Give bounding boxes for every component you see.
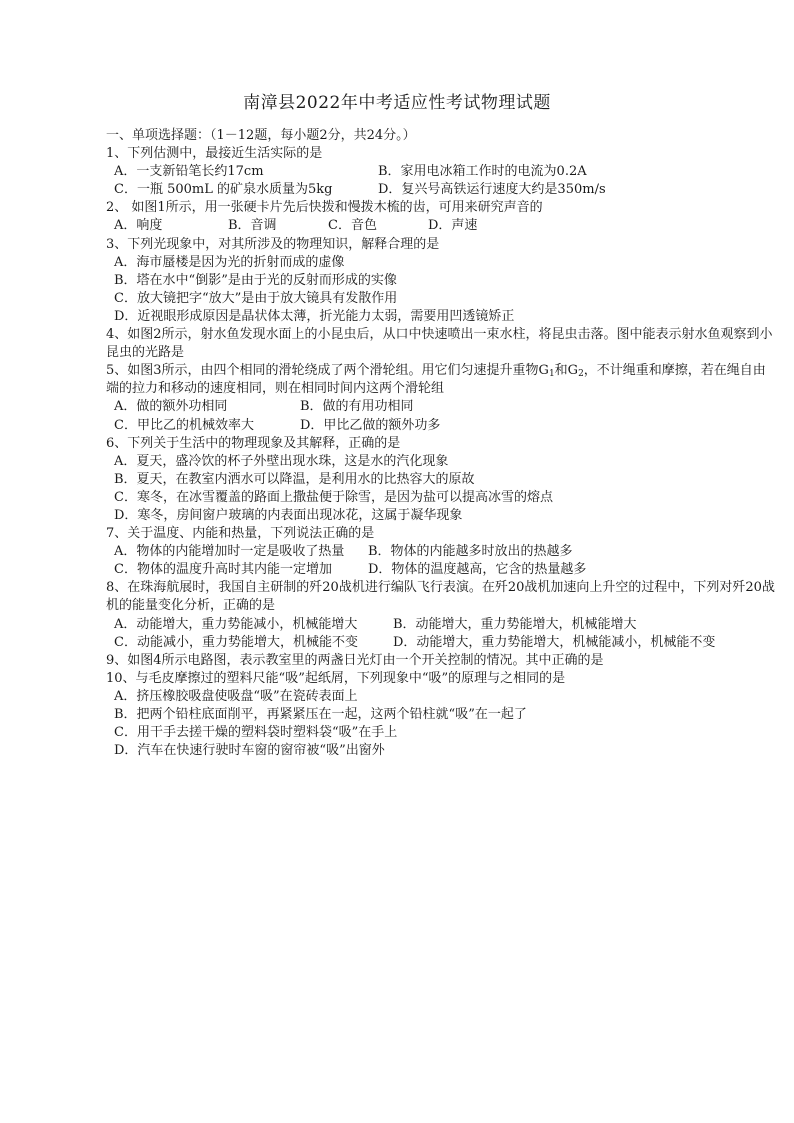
option-b: B．做的有用功相同 (300, 399, 414, 415)
option-b: B．物体的内能越多时放出的热越多 (368, 544, 573, 560)
question-5-stem-part-1: 5、如图3所示，由四个相同的滑轮绕成了两个滑轮组。用它们匀速提升重物G (106, 363, 549, 379)
section-heading: 一、单项选择题：（1－12题，每小题2分，共24分。） (106, 128, 416, 143)
question-7-stem: 7、关于温度、内能和热量，下列说法正确的是 (106, 526, 375, 542)
subscript-2: 2 (578, 369, 584, 380)
option-a: A．海市蜃楼是因为光的折射而成的虚像 (114, 254, 345, 270)
question-7-options-row-2 (106, 561, 778, 579)
option-d: D．物体的温度越高，它含的热量越多 (368, 562, 587, 578)
option-c: C．甲比乙的机械效率大 (114, 417, 254, 433)
question-2-options (106, 217, 778, 235)
option-c: C．寒冬，在冰雪覆盖的路面上撒盐便于除雪，是因为盐可以提高冰雪的熔点 (114, 489, 553, 505)
option-b: B．音调 (228, 218, 277, 234)
question-6-stem: 6、下列关于生活中的物理现象及其解释，正确的是 (106, 435, 401, 451)
option-a: A．做的额外功相同 (114, 399, 228, 415)
option-d: D．寒冬，房间窗户玻璃的内表面出现冰花，这属于凝华现象 (114, 507, 463, 523)
option-c: C．动能减小，重力势能增大，机械能不变 (114, 634, 358, 650)
option-a: A．一支新铅笔长约17cm (114, 164, 264, 180)
option-d: D．复兴号高铁运行速度大约是350m/s (378, 182, 606, 198)
question-5-stem (106, 362, 778, 398)
option-a: A．动能增大，重力势能减小，机械能增大 (114, 616, 358, 632)
option-b: B．塔在水中“倒影”是由于光的反射而形成的实像 (114, 272, 397, 288)
question-8-options-row-2 (106, 634, 778, 652)
option-a: A．挤压橡胶吸盘使吸盘“吸”在瓷砖表面上 (114, 688, 358, 704)
question-1-options-row-2 (106, 181, 778, 199)
option-c: C．物体的温度升高时其内能一定增加 (114, 562, 332, 578)
question-9-stem: 9、如图4所示电路图，表示教室里的两盏日光灯由一个开关控制的情况。其中正确的是 (106, 652, 604, 668)
exam-title: 南漳县2022年中考适应性考试物理试题 (243, 93, 551, 113)
option-b: B．动能增大，重力势能增大，机械能增大 (393, 616, 637, 632)
option-a: A．夏天，盛冷饮的杯子外壁出现水珠，这是水的汽化现象 (114, 453, 449, 469)
option-b: B．夏天，在教室内洒水可以降温，是利用水的比热容大的原故 (114, 471, 475, 487)
option-d: D．甲比乙做的额外功多 (300, 417, 441, 433)
question-8-stem: 8、在珠海航展时，我国自主研制的歼20战机进行编队飞行表演。在歼20战机加速向上升空的过程中，下列对歼20战机的能量变化分析，正确的是 (106, 580, 775, 614)
option-d: D．汽车在快速行驶时车窗的窗帘被“吸”出窗外 (114, 743, 385, 759)
option-c: C．音色 (328, 218, 377, 234)
question-5-options-row-2 (106, 417, 778, 435)
option-a: A．物体的内能增加时一定是吸收了热量 (114, 544, 345, 560)
question-7-options-row-1 (106, 543, 778, 561)
option-a: A．响度 (114, 218, 163, 234)
option-c: C．用干手去搓干燥的塑料袋时塑料袋“吸”在手上 (114, 725, 398, 741)
option-b: B．把两个铅柱底面削平，再紧紧压在一起，这两个铅柱就“吸”在一起了 (114, 707, 527, 722)
question-4-stem: 4、如图2所示，射水鱼发现水面上的小昆虫后，从口中快速喷出一束水柱，将昆虫击落。图中能表示射水鱼观察到小昆虫的光路是 (106, 327, 773, 361)
exam-content (106, 127, 778, 760)
question-5-stem-part-2: 和G (554, 363, 579, 379)
question-5-options-row-1 (106, 398, 778, 416)
question-1-stem: 1、下列估测中，最接近生活实际的是 (106, 146, 323, 162)
question-2-stem: 2、 如图1所示，用一张硬卡片先后快拨和慢拨木梳的齿，可用来研究声音的 (106, 200, 543, 216)
option-d: D．声速 (428, 218, 478, 234)
option-d: D．动能增大，重力势能增大，机械能减小，机械能不变 (393, 634, 716, 650)
question-1-options-row-1 (106, 163, 778, 181)
question-5-stem-part-3: ，不计绳重和摩擦，若在绳自由端的拉力和移动的速度相同，则在相同时间内这两个滑轮组 (106, 363, 766, 397)
question-8-options-row-1 (106, 616, 778, 634)
option-c: C．放大镜把字“放大”是由于放大镜具有发散作用 (114, 290, 398, 306)
option-c: C．一瓶 500mL 的矿泉水质量为5kg (114, 182, 333, 198)
option-b: B．家用电冰箱工作时的电流为0.2A (378, 164, 587, 180)
question-10-stem: 10、与毛皮摩擦过的塑料尺能“吸”起纸屑，下列现象中“吸”的原理与之相同的是 (106, 670, 566, 686)
option-d: D．近视眼形成原因是晶状体太薄，折光能力太弱，需要用凹透镜矫正 (114, 308, 515, 324)
question-3-stem: 3、下列光现象中，对其所涉及的物理知识，解释合理的是 (106, 236, 440, 252)
subscript-1: 1 (548, 369, 555, 380)
